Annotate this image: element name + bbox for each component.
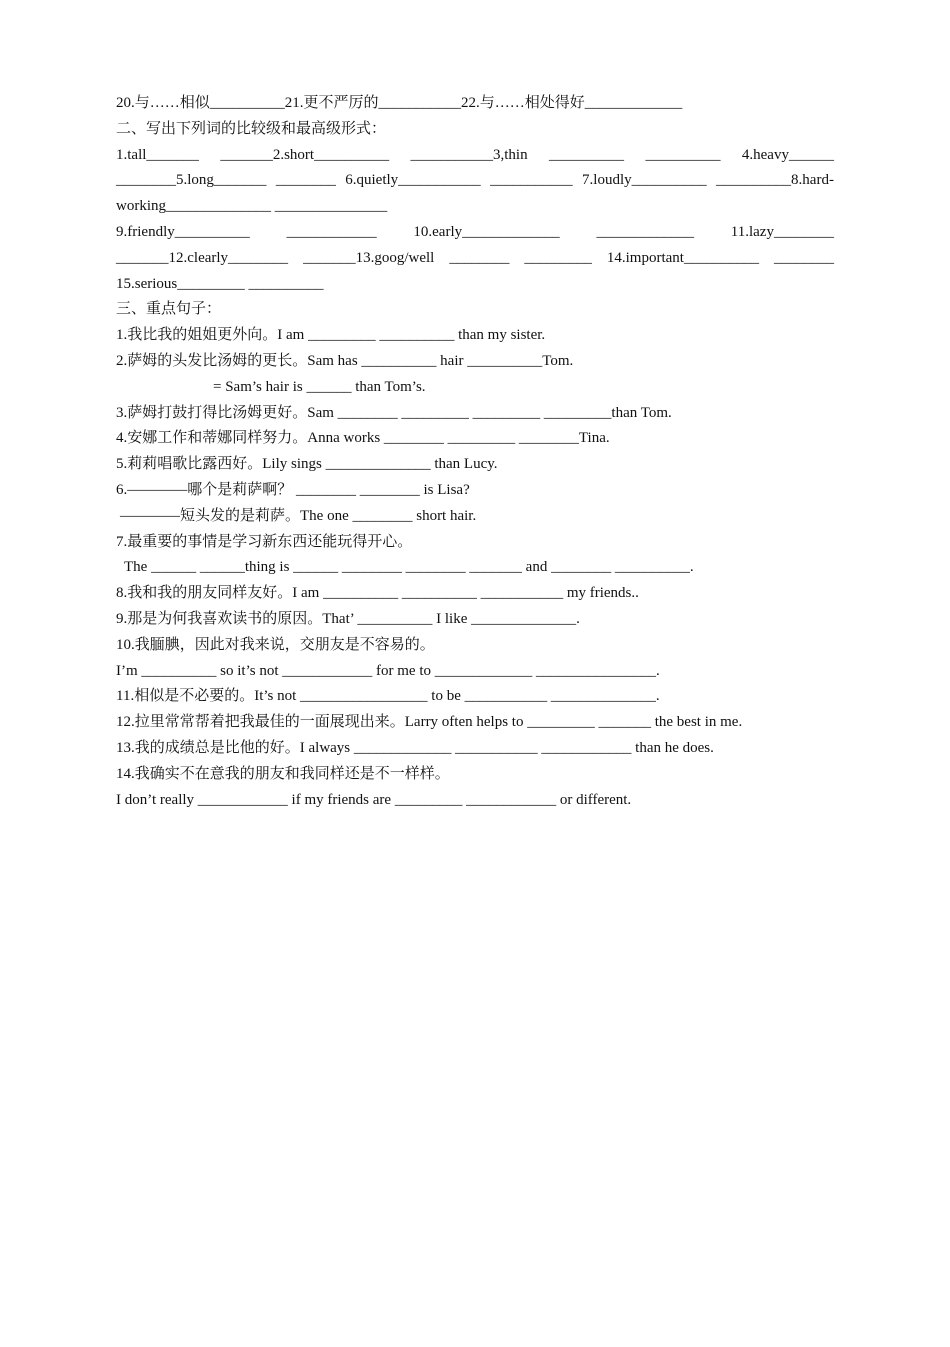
blank: ________ xyxy=(773,249,834,266)
item-long: ________5.long_______ xyxy=(116,172,267,189)
comparatives-row-3: working______________ _______________ xyxy=(116,198,388,215)
sentence-9: 9.那是为何我喜欢读书的原因。That’ __________ I like ______________. xyxy=(116,610,580,627)
sentence-10-chinese: 10.我腼腆，因此对我来说，交朋友是不容易的。 xyxy=(116,636,435,653)
item-heavy: 4.heavy______ xyxy=(741,146,834,163)
sentence-14-english: I don’t really ____________ if my friends are _________ ____________ or different. xyxy=(116,791,632,808)
comparatives-row-4 xyxy=(116,220,834,246)
item-short: _______2.short__________ xyxy=(220,146,390,163)
item-friendly: 9.friendly__________ xyxy=(116,223,250,240)
item-clearly: _______12.clearly________ xyxy=(116,249,289,266)
item-good-well: _______13.goog/well xyxy=(303,249,435,266)
blank: ___________ xyxy=(490,172,573,189)
blank: _____________ xyxy=(596,223,694,240)
vocab-items-20-22: 20.与……相似__________21.更不严厉的___________22.与……相处得好_____________ xyxy=(116,95,683,111)
item-hard-working: __________8.hard- xyxy=(716,172,834,189)
sentence-14-chinese: 14.我确实不在意我的朋友和我同样还是不一样样。 xyxy=(116,765,450,782)
sentence-8: 8.我和我的朋友同样友好。I am __________ __________ ___________ my friends.. xyxy=(116,585,639,602)
blank: ________ xyxy=(449,249,510,266)
sentence-2-alt: = Sam’s hair is ______ than Tom’s. xyxy=(213,378,426,395)
comparatives-row-5 xyxy=(116,246,834,272)
sentence-1: 1.我比我的姐姐更外向。I am _________ __________ than my sister. xyxy=(116,327,546,344)
comparatives-row-2 xyxy=(116,168,834,194)
sentence-6-answer: ————短头发的是莉萨。The one ________ short hair. xyxy=(120,507,477,524)
sentence-7-chinese: 7.最重要的事情是学习新东西还能玩得开心。 xyxy=(116,533,413,550)
sentence-5: 5.莉莉唱歌比露西好。Lily sings ______________ than Lucy. xyxy=(116,456,498,473)
item-quietly: 6.quietly___________ xyxy=(345,172,481,189)
sentence-12: 12.拉里常常帮着把我最佳的一面展现出来。Larry often helps to _________ _______ the best in me. xyxy=(116,714,743,731)
section-2-heading: 二、写出下列词的比较级和最高级形式： xyxy=(116,120,387,137)
blank: __________ xyxy=(645,146,721,163)
sentence-4: 4.安娜工作和蒂娜同样努力。Anna works ________ _________ ________Tina. xyxy=(116,430,610,447)
section-3-heading: 三、重点句子： xyxy=(116,301,222,318)
sentence-6-question: 6.————哪个是莉萨啊？ ________ ________ is Lisa? xyxy=(116,481,470,498)
item-tall: 1.tall_______ xyxy=(116,146,199,163)
item-loudly: 7.loudly__________ xyxy=(582,172,707,189)
item-early: 10.early_____________ xyxy=(413,223,560,240)
sentence-13: 13.我的成绩总是比他的好。I always _____________ ___________ ____________ than he does. xyxy=(116,739,714,756)
sentence-7-english: The ______ ______thing is ______ ________ ________ _______ and ________ __________. xyxy=(124,559,694,576)
blank: ________ xyxy=(275,172,336,189)
sentence-10-english: I’m __________ so it’s not ____________ for me to _____________ ________________. xyxy=(116,662,660,679)
comparatives-row-1 xyxy=(116,143,834,169)
item-lazy: 11.lazy________ xyxy=(730,223,834,240)
blank: __________ xyxy=(549,146,625,163)
sentence-3: 3.萨姆打鼓打得比汤姆更好。Sam ________ _________ _________ _________than Tom. xyxy=(116,404,672,421)
blank: ____________ xyxy=(286,223,377,240)
comparatives-row-6: 15.serious_________ __________ xyxy=(116,275,324,292)
item-important: 14.important__________ xyxy=(606,249,759,266)
sentence-11: 11.相似是不必要的。It’s not _________________ to be ___________ ______________. xyxy=(116,688,660,705)
item-thin: ___________3,thin xyxy=(410,146,528,163)
worksheet-page xyxy=(116,91,834,813)
blank: _________ xyxy=(524,249,592,266)
sentence-2: 2.萨姆的头发比汤姆的更长。Sam has __________ hair __________Tom. xyxy=(116,352,574,369)
